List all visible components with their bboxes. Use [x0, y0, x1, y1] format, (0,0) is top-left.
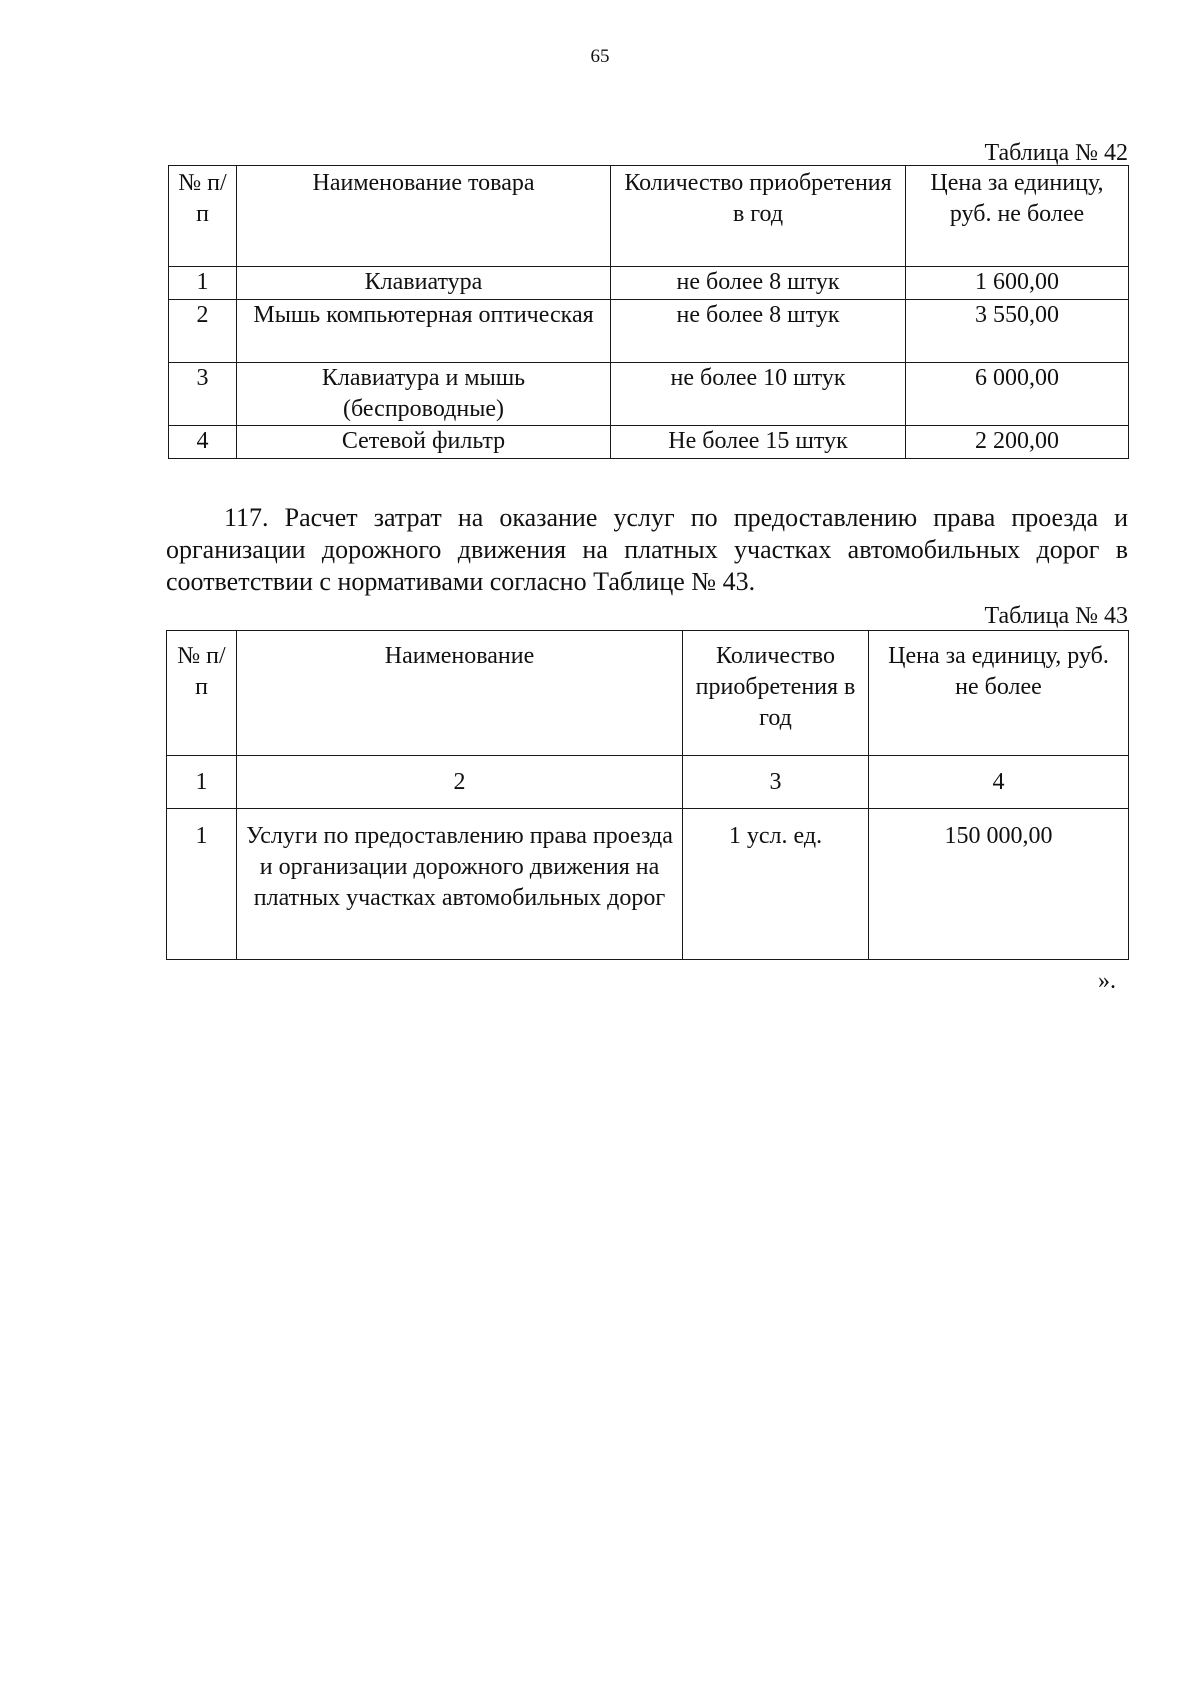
column-number: 1	[167, 756, 237, 809]
table-row	[169, 267, 1129, 300]
cell-price: 6 000,00	[906, 363, 1129, 426]
header-price: Цена за единицу, руб. не более	[869, 631, 1129, 756]
page-number: 65	[590, 46, 610, 67]
header-num: № п/п	[167, 631, 237, 756]
header-qty: Количество приобретения в год	[611, 166, 906, 267]
header-name: Наименование товара	[237, 166, 611, 267]
table-43	[166, 630, 1129, 960]
column-number: 4	[869, 756, 1129, 809]
cell-price: 150 000,00	[869, 809, 1129, 960]
closing-quote: ».	[1098, 968, 1116, 994]
cell-num: 4	[169, 426, 237, 459]
cell-name: Клавиатура и мышь (беспроводные)	[237, 363, 611, 426]
header-price: Цена за единицу, руб. не более	[906, 166, 1129, 267]
table-header-row	[167, 631, 1129, 756]
cell-qty: не более 10 штук	[611, 363, 906, 426]
cell-num: 1	[167, 809, 237, 960]
cell-qty: 1 усл. ед.	[683, 809, 869, 960]
cell-name: Сетевой фильтр	[237, 426, 611, 459]
header-qty: Количество приобретения в год	[683, 631, 869, 756]
cell-num: 2	[169, 300, 237, 363]
table-row	[169, 363, 1129, 426]
table-42-caption: Таблица № 42	[984, 140, 1128, 166]
cell-num: 1	[169, 267, 237, 300]
column-number: 2	[237, 756, 683, 809]
table-row	[169, 300, 1129, 363]
cell-price: 2 200,00	[906, 426, 1129, 459]
table-row	[167, 809, 1129, 960]
cell-price: 1 600,00	[906, 267, 1129, 300]
header-num: № п/п	[169, 166, 237, 267]
cell-num: 3	[169, 363, 237, 426]
cell-name: Услуги по предоставлению права проезда и организации дорожного движения на платных участках автомобильных дорог	[237, 809, 683, 960]
cell-name: Клавиатура	[237, 267, 611, 300]
cell-name: Мышь компьютерная оптическая	[237, 300, 611, 363]
header-name: Наименование	[237, 631, 683, 756]
paragraph-117: 117. Расчет затрат на оказание услуг по предоставлению права проезда и организации дорожного движения на платных участках автомобильных дорог в соответствии с нормативами согласно Таблице № 43.	[166, 503, 1128, 596]
table-header-row	[169, 166, 1129, 267]
cell-qty: Не более 15 штук	[611, 426, 906, 459]
table-43-caption: Таблица № 43	[984, 603, 1128, 629]
cell-qty: не более 8 штук	[611, 300, 906, 363]
table-row	[169, 426, 1129, 459]
table-42	[168, 165, 1129, 459]
column-number-row	[167, 756, 1129, 809]
cell-price: 3 550,00	[906, 300, 1129, 363]
column-number: 3	[683, 756, 869, 809]
cell-qty: не более 8 штук	[611, 267, 906, 300]
